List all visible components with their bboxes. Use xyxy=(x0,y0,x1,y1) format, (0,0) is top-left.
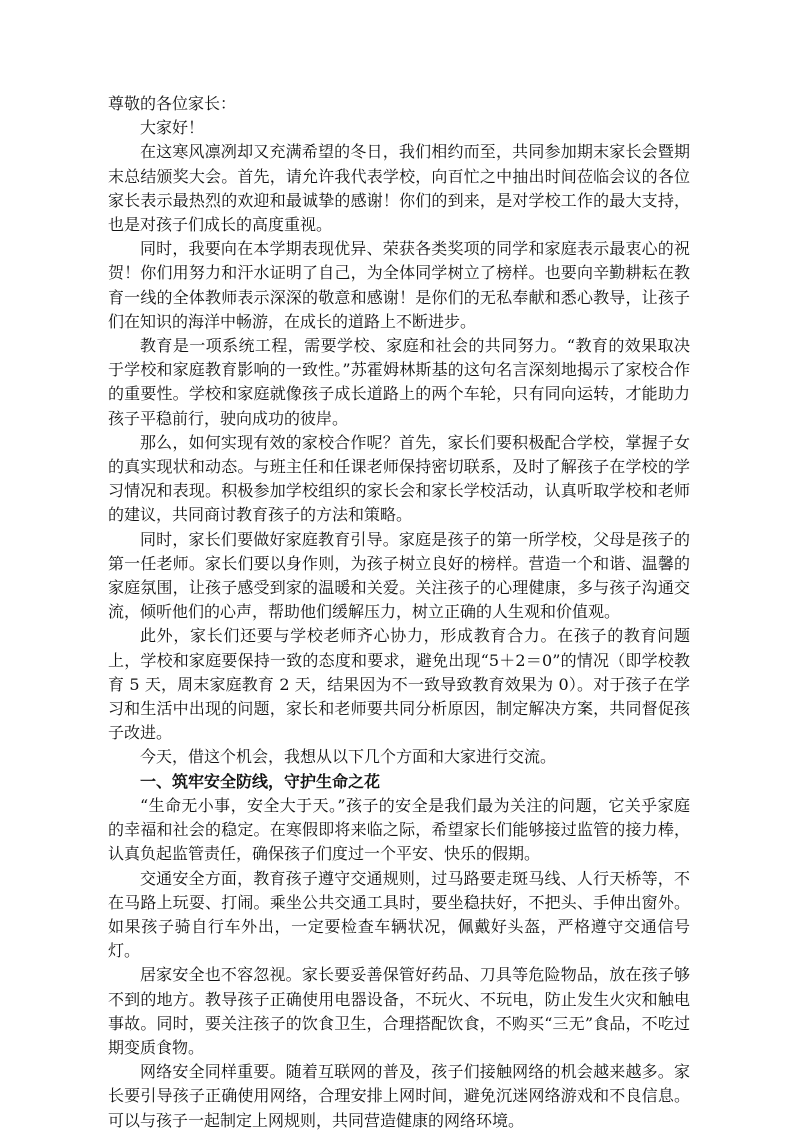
paragraph: 那么，如何实现有效的家校合作呢？首先，家长们要积极配合学校，掌握子女的真实现状和动态。与班主任和任课老师保持密切联系，及时了解孩子在学校的学习情况和表现。积极参加学校组织的家长会和家长学校活动，认真听取学校和老师的建议，共同商讨教育孩子的方法和策略。 xyxy=(108,432,690,525)
section-paragraph: 网络安全同样重要。随着互联网的普及，孩子们接触网络的机会越来越多。家长要引导孩子正确使用网络，合理安排上网时间，避免沉迷网络游戏和不良信息。可以与孩子一起制定上网规则，共同营造健康的网络环境。 xyxy=(108,1062,690,1130)
paragraph: 今天，借这个机会，我想从以下几个方面和大家进行交流。 xyxy=(140,747,557,767)
paragraph: 同时，家长们要做好家庭教育引导。家庭是孩子的第一所学校，父母是孩子的第一任老师。家长们要以身作则，为孩子树立良好的榜样。营造一个和谐、温馨的家庭氛围，让孩子感受到家的温暖和关爱。关注孩子的心理健康，多与孩子沟通交流，倾听他们的心声，帮助他们缓解压力，树立正确的人生观和价值观。 xyxy=(108,529,690,622)
paragraph: 同时，我要向在本学期表现优异、荣获各类奖项的同学和家庭表示最衷心的祝贺！你们用努力和汗水证明了自己，为全体同学树立了榜样。也要向辛勤耕耘在教育一线的全体教师表示深深的敬意和感谢！是你们的无私奉献和悉心教导，让孩子们在知识的海洋中畅游，在成长的道路上不断进步。 xyxy=(108,239,690,331)
paragraph: 此外，家长们还要与学校老师齐心协力，形成教育合力。在孩子的教育问题上，学校和家庭要保持一致的态度和要求，避免出现“5＋2＝0”的情况（即学校教育 5 天，周末家庭教育 2 天，结果因为不一致导致教育效果为 0）。对于孩子在学习和生活中出现的问题，家长和老师要共同分析原因，制定解决方案，共同督促孩子改进。 xyxy=(108,626,690,743)
section-paragraph: 居家安全也不容忽视。家长要妥善保管好药品、刀具等危险物品，放在孩子够不到的地方。教导孩子正确使用电器设备，不玩火、不玩电，防止发生火灾和触电事故。同时，要关注孩子的饮食卫生，合理搭配饮食，不购买“三无”食品，不吃过期变质食物。 xyxy=(108,965,690,1057)
paragraph: 在这寒风凛冽却又充满希望的冬日，我们相约而至，共同参加期末家长会暨期末总结颁奖大会。首先，请允许我代表学校，向百忙之中抽出时间莅临会议的各位家长表示最热烈的欢迎和最诚挚的感谢！你们的到来，是对学校工作的最大支持，也是对孩子们成长的高度重视。 xyxy=(108,142,690,235)
section-paragraph: “生命无小事，安全大于天。”孩子的安全是我们最为关注的问题，它关乎家庭的幸福和社会的稳定。在寒假即将来临之际，希望家长们能够接过监管的接力棒，认真负起监管责任，确保孩子们度过一个平安、快乐的假期。 xyxy=(108,795,690,864)
document-page xyxy=(108,92,690,1133)
section-heading: 一、筑牢安全防线，守护生命之花 xyxy=(140,771,381,791)
paragraph: 教育是一项系统工程，需要学校、家庭和社会的共同努力。“教育的效果取决于学校和家庭教育影响的一致性。”苏霍姆林斯基的这句名言深刻地揭示了家校合作的重要性。学校和家庭就像孩子成长道路上的两个车轮，只有同向运转，才能助力孩子平稳前行，驶向成功的彼岸。 xyxy=(108,336,690,428)
salutation: 尊敬的各位家长： xyxy=(108,94,237,113)
section-paragraph: 交通安全方面，教育孩子遵守交通规则，过马路要走斑马线、人行天桥等，不在马路上玩耍、打闹。乘坐公共交通工具时，要坐稳扶好，不把头、手伸出窗外。如果孩子骑自行车外出，一定要检查车辆状况，佩戴好头盔，严格遵守交通信号灯。 xyxy=(108,868,690,961)
greeting: 大家好！ xyxy=(140,118,205,138)
